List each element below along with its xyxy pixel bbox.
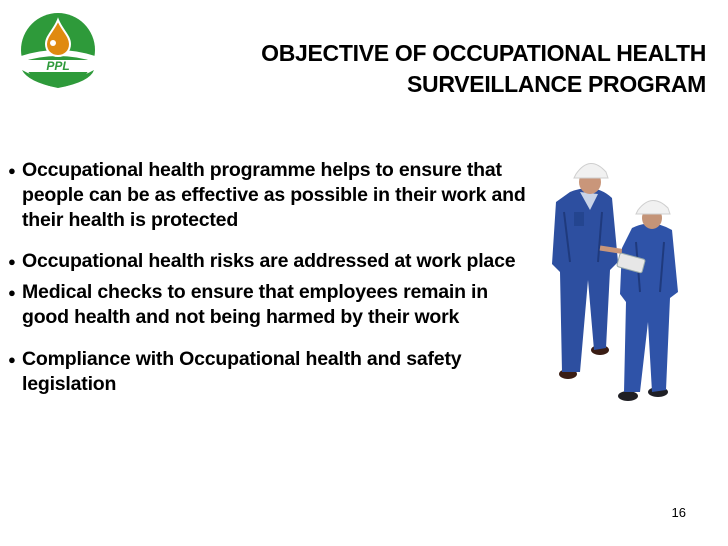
slide-title bbox=[186, 38, 706, 100]
bullet-item bbox=[8, 280, 528, 330]
bullet-item bbox=[8, 158, 528, 233]
worker-left bbox=[552, 163, 626, 379]
bullet-item bbox=[8, 249, 528, 274]
bullet-item bbox=[8, 347, 528, 397]
worker-right bbox=[617, 200, 678, 401]
bullet-text: Occupational health programme helps to ensure that people can be as effective as possible in their work and their health is protected bbox=[22, 159, 526, 231]
bullet-dot-icon: ● bbox=[8, 254, 16, 269]
bullet-dot-icon: ● bbox=[8, 163, 16, 178]
ppl-logo bbox=[18, 12, 98, 90]
bullet-dot-icon: ● bbox=[8, 352, 16, 367]
bullet-list bbox=[8, 158, 528, 397]
workers-illustration bbox=[540, 152, 690, 408]
page-number: 16 bbox=[671, 505, 686, 520]
title-line-2: SURVEILLANCE PROGRAM bbox=[407, 71, 706, 97]
title-line-1: OBJECTIVE OF OCCUPATIONAL HEALTH bbox=[261, 40, 706, 66]
bullet-text: Occupational health risks are addressed at work place bbox=[22, 250, 516, 272]
bullet-dot-icon: ● bbox=[8, 285, 16, 300]
bullet-text: Compliance with Occupational health and safety legislation bbox=[22, 348, 462, 395]
bullet-text: Medical checks to ensure that employees remain in good health and not being harmed by their work bbox=[22, 281, 488, 328]
logo-text: PPL bbox=[46, 59, 70, 73]
